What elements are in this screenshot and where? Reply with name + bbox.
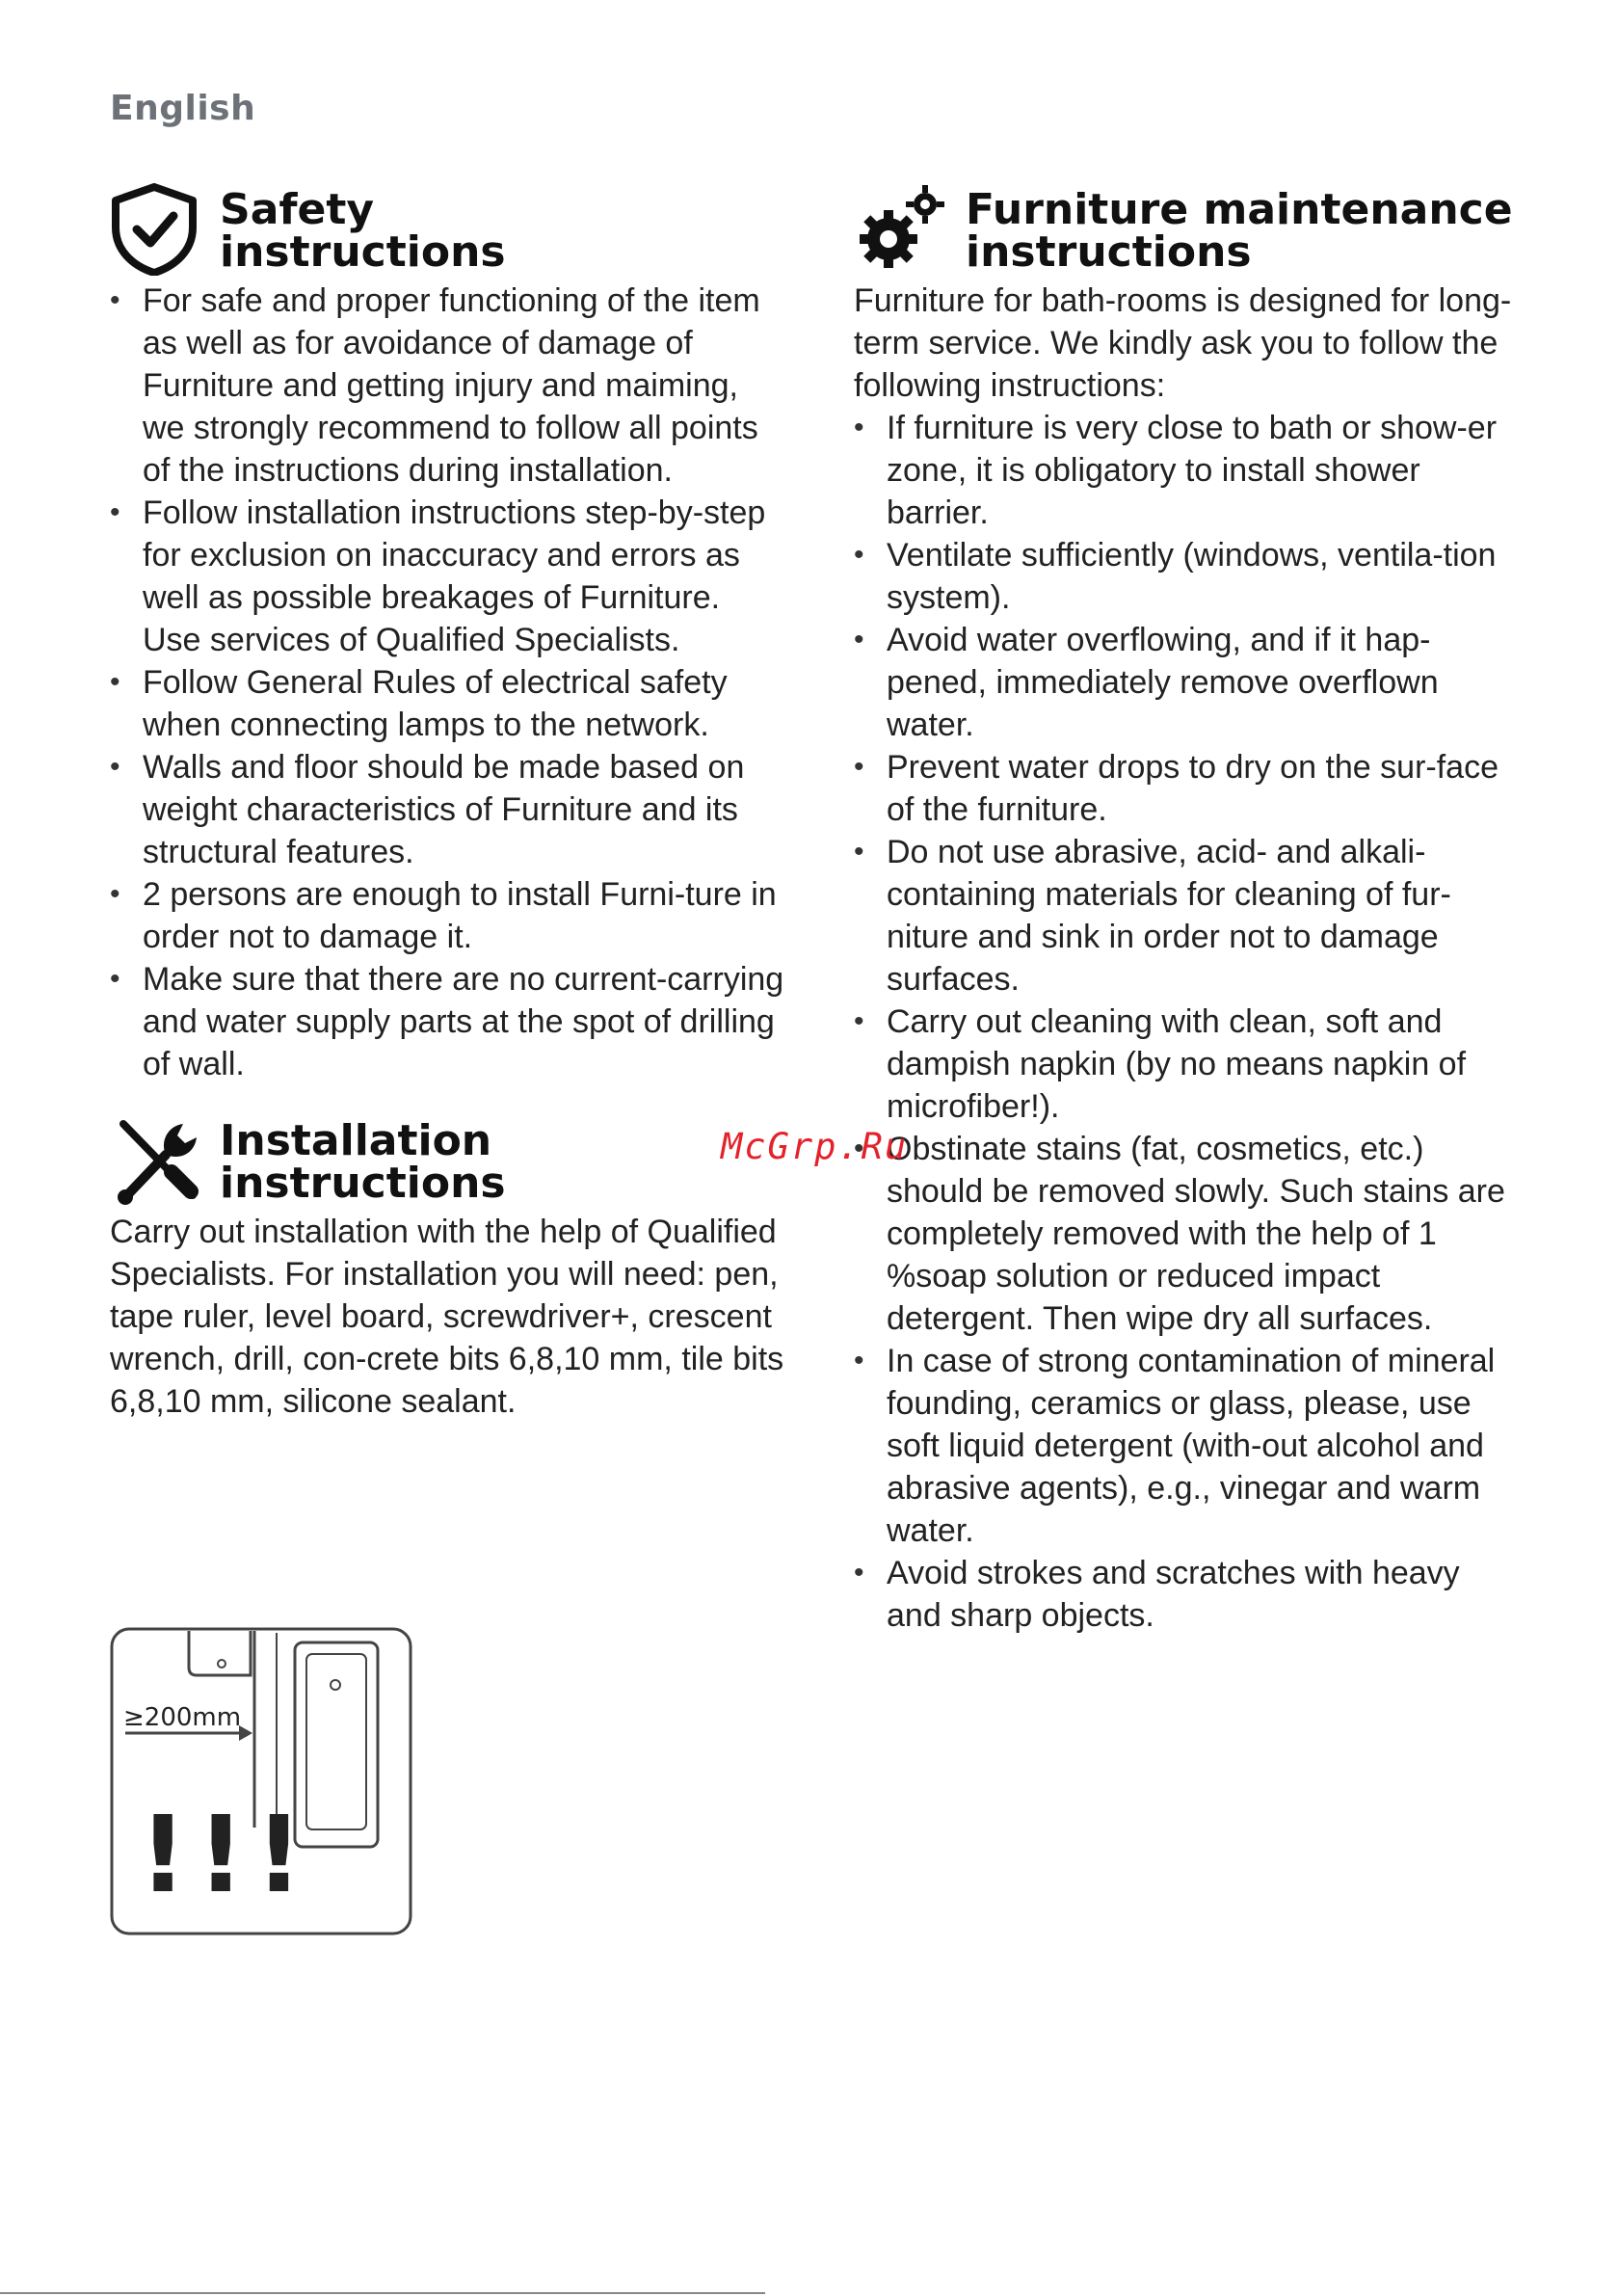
list-item: • Follow General Rules of electrical safety when connecting lamps to the network. (110, 661, 784, 746)
installation-title-line2: instructions (220, 1159, 506, 1208)
list-item: • Do not use abrasive, acid- and alkali-containing materials for cleaning of fur-niture and sink in order not to damage surfaces. (854, 831, 1519, 1001)
list-item: • Obstinate stains (fat, cosmetics, etc.) should be removed slowly. Such stains are completely removed with the help of 1 %soap solution or reduced impact detergent. Then wipe dry all surfaces. (854, 1128, 1519, 1340)
left-column (110, 183, 784, 1423)
maintenance-title-line1: Furniture maintenance (966, 185, 1513, 234)
maintenance-list (854, 407, 1519, 1637)
clearance-diagram (108, 1625, 416, 1943)
warning-marks: !!! (139, 1793, 313, 1916)
safety-heading (110, 183, 784, 280)
list-item: • Walls and floor should be made based on weight characteristics of Furniture and its structural features. (110, 746, 784, 873)
safety-title (220, 185, 506, 277)
list-item: • For safe and proper functioning of the item as well as for avoidance of damage of Furniture and getting injury and maiming, we strongly recommend to follow all points of the instructions during installation. (110, 280, 784, 492)
right-column (854, 183, 1519, 1637)
list-item: • Ventilate sufficiently (windows, ventila-tion system). (854, 534, 1519, 619)
list-item: • Follow installation instructions step-by-step for exclusion on inaccuracy and errors as well as possible breakages of Furniture. Use services of Qualified Specialists. (110, 492, 784, 661)
maintenance-intro: Furniture for bath-rooms is designed for long-term service. We kindly ask you to follow the following instructions: (854, 282, 1512, 404)
list-item: • 2 persons are enough to install Furni-ture in order not to damage it. (110, 873, 784, 958)
list-item: • Prevent water drops to dry on the sur-face of the furniture. (854, 746, 1519, 831)
footer-divider (0, 2292, 765, 2294)
installation-section (110, 1114, 784, 1423)
maintenance-title-line2: instructions (966, 227, 1252, 277)
shield-check-icon (110, 183, 199, 276)
list-item: • Avoid strokes and scratches with heavy and sharp objects. (854, 1552, 1519, 1637)
gears-icon (854, 183, 950, 276)
installation-title-line1: Installation (220, 1116, 492, 1165)
installation-text: Carry out installation with the help of Qualified Specialists. For installation you will need: pen, tape ruler, level board, screwdriver+, crescent wrench, drill, con-crete bits 6,8,10 mm, tile bits 6,8,10 mm, silicone sealant. (110, 1214, 784, 1420)
maintenance-title (966, 185, 1513, 277)
safety-list (110, 280, 784, 1085)
list-item: • Carry out cleaning with clean, soft and dampish napkin (by no means napkin of microfiber!). (854, 1001, 1519, 1128)
list-item: • Make sure that there are no current-carrying and water supply parts at the spot of drilling of wall. (110, 958, 784, 1085)
installation-heading (110, 1114, 784, 1211)
list-item: • Avoid water overflowing, and if it hap-pened, immediately remove overflown water. (854, 619, 1519, 746)
installation-title (220, 1116, 506, 1208)
list-item: • In case of strong contamination of mineral founding, ceramics or glass, please, use soft liquid detergent (with-out alcohol and abrasive agents), e.g., vinegar and warm water. (854, 1340, 1519, 1552)
list-item: • If furniture is very close to bath or show-er zone, it is obligatory to install shower barrier. (854, 407, 1519, 534)
tools-icon (110, 1114, 202, 1207)
language-label: English (110, 89, 256, 128)
safety-title-line2: instructions (220, 227, 506, 277)
clearance-label: ≥200mm (123, 1703, 242, 1732)
watermark: McGrp.Ru (721, 1126, 909, 1167)
maintenance-heading (854, 183, 1519, 280)
safety-title-line1: Safety (220, 185, 375, 234)
